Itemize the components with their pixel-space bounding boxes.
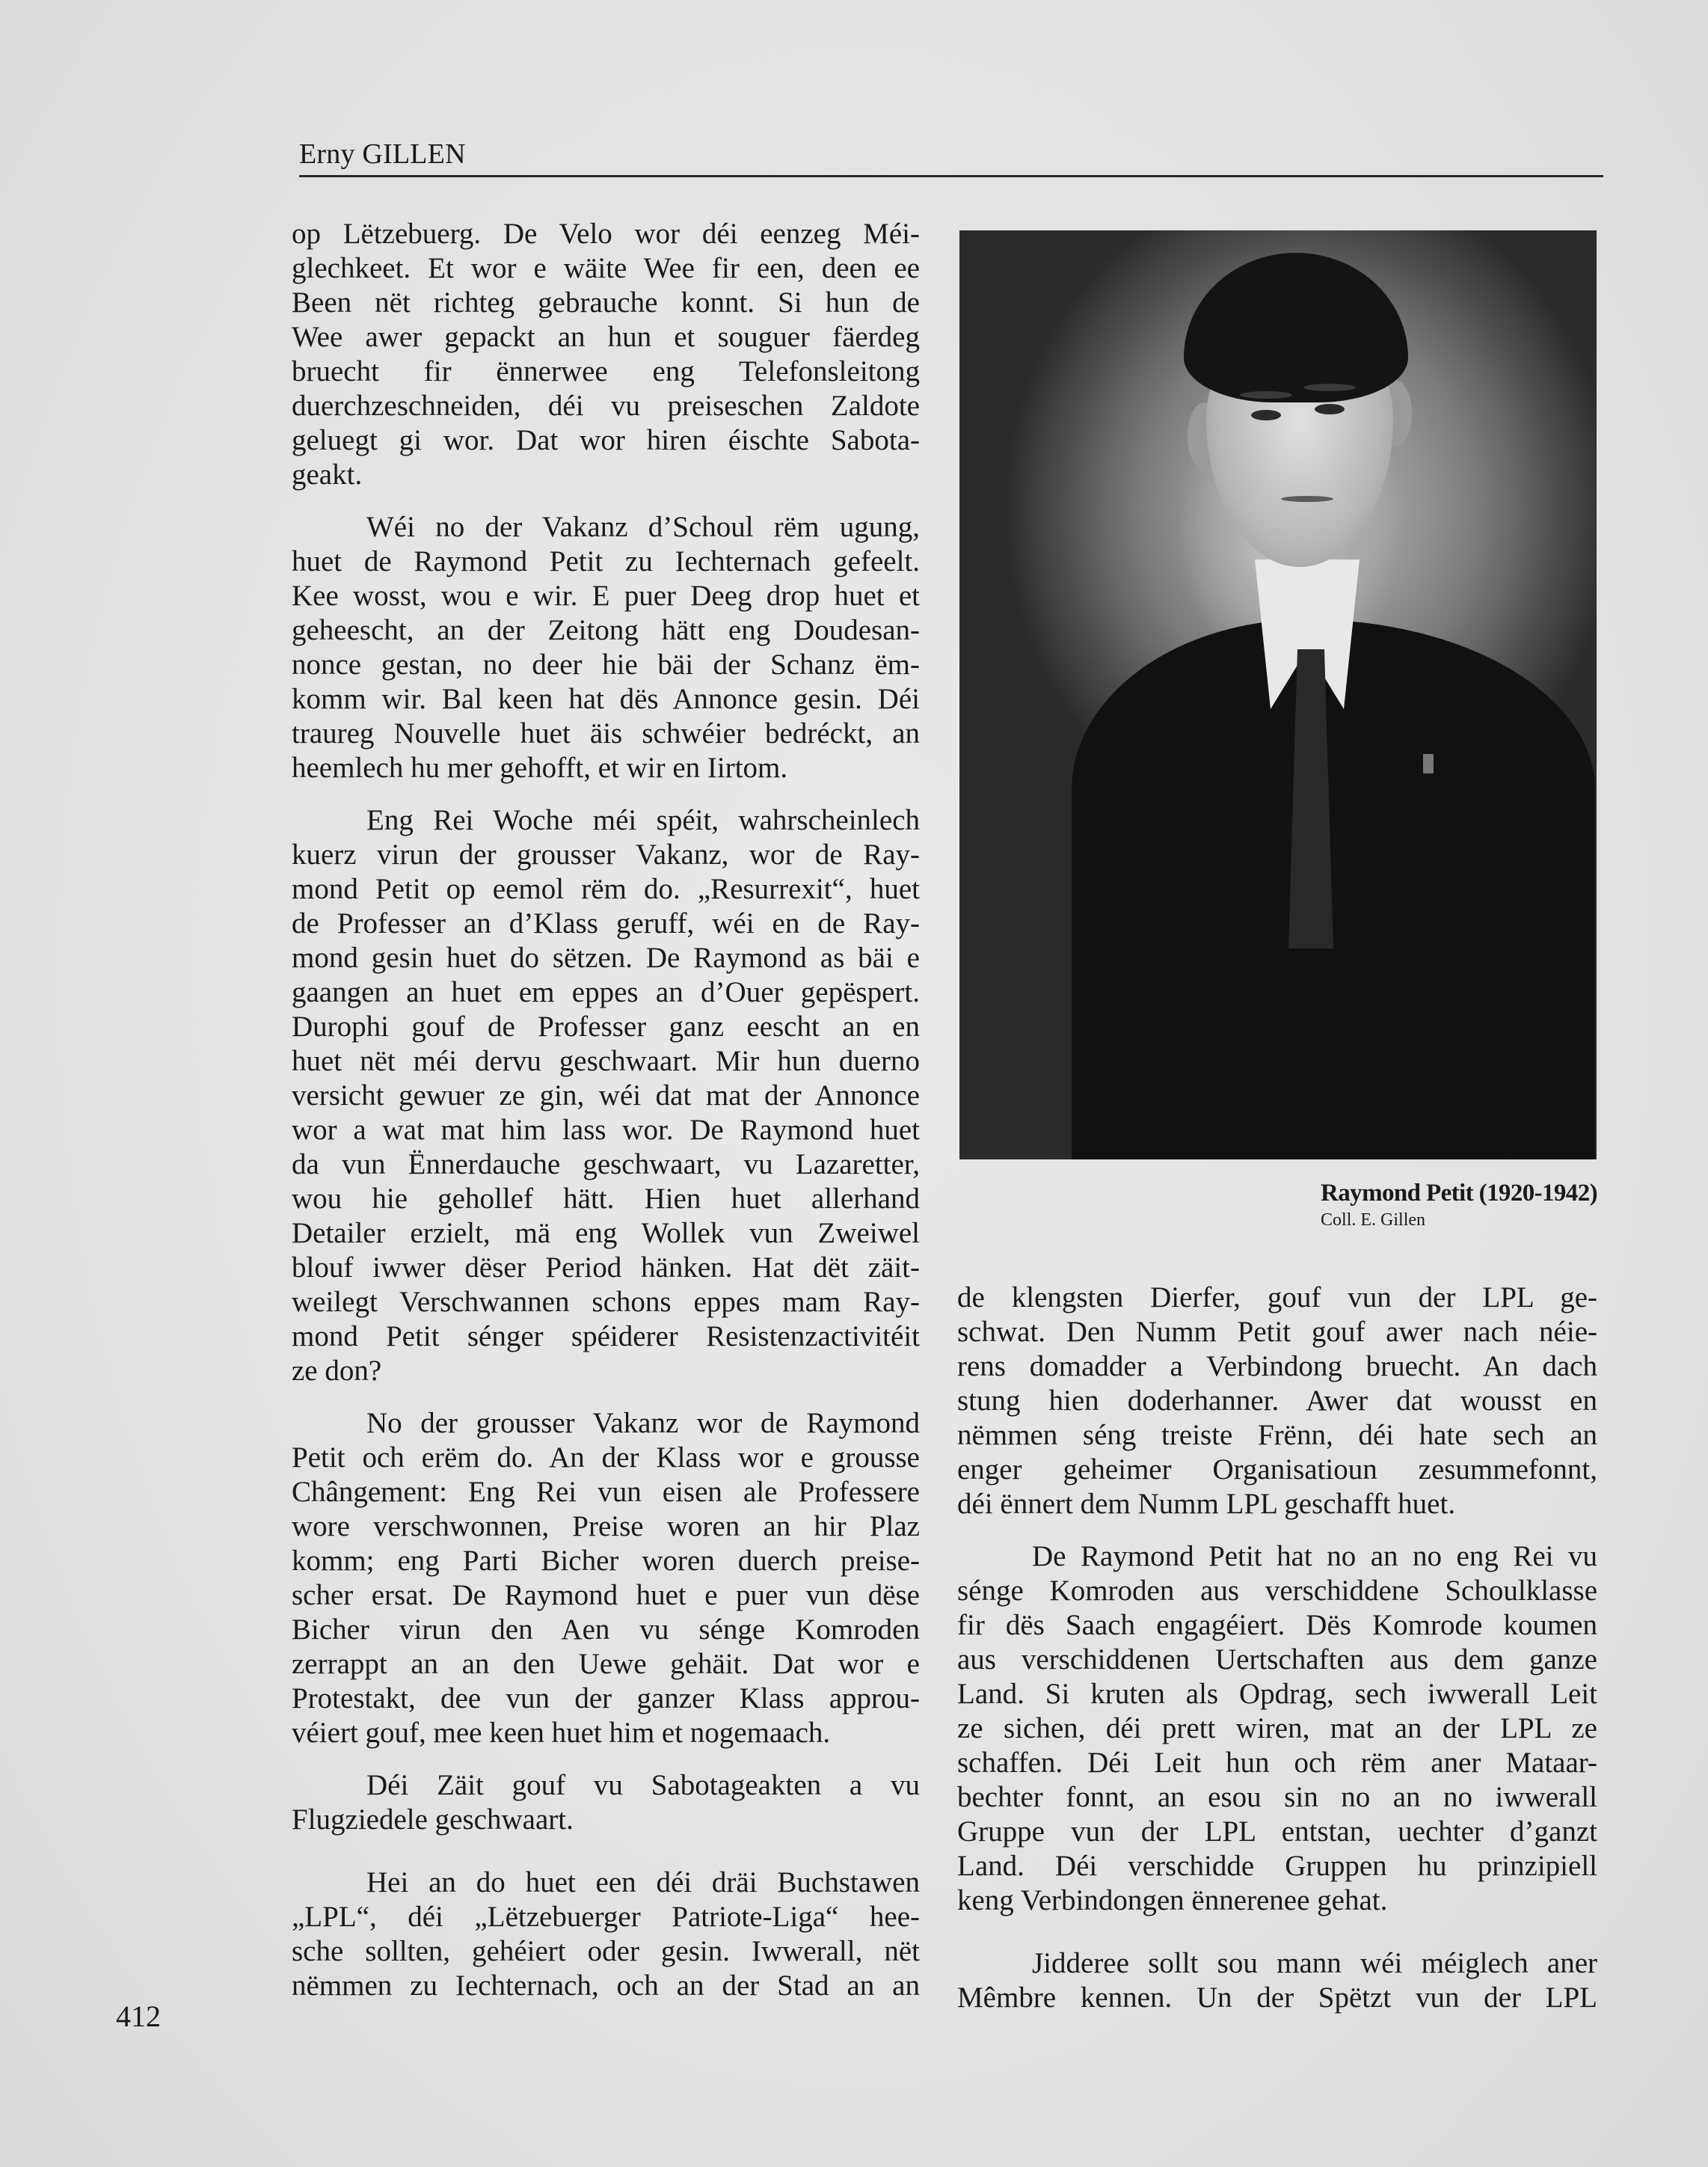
text-line: Eng Rei Woche méi spéit, wahrscheinlech xyxy=(366,804,920,836)
right-column xyxy=(957,1281,1597,2015)
text-line: Kee wosst, wou e wir. E puer Deeg drop huet et xyxy=(292,580,920,612)
text-line: heemlech hu mer gehofft, et wir en Iirtom. xyxy=(292,752,788,784)
text-line: Protestakt, dee vun der ganzer Klass approu- xyxy=(292,1682,920,1714)
text-line: huet nët méi dervu geschwaart. Mir hun duerno xyxy=(292,1045,920,1077)
text-line: ze sichen, déi prett wiren, mat an der LPL ze xyxy=(957,1712,1597,1744)
text-line: mond Petit sénger spéiderer Resistenzactivitéit xyxy=(292,1320,920,1352)
text-line: Jidderee sollt sou mann wéi méiglech aner xyxy=(1032,1947,1597,1979)
text-line: sénge Komroden aus verschiddene Schoulklasse xyxy=(957,1575,1597,1607)
text-line: véiert gouf, mee keen huet him et nogemaach. xyxy=(292,1717,831,1749)
text-line: de Professer an d’Klass geruff, wéi en de Ray- xyxy=(292,907,920,940)
figure-caption xyxy=(1321,1180,1597,1230)
text-line: huet de Raymond Petit zu Iechternach gefeelt. xyxy=(292,545,920,577)
photo-hair-shape xyxy=(1184,253,1408,402)
text-line: No der grousser Vakanz wor de Raymond xyxy=(366,1407,920,1439)
running-head-author: Erny GILLEN xyxy=(299,138,466,170)
text-line: rens domadder a Verbindong bruecht. An dach xyxy=(957,1350,1597,1382)
photo-eye-shape xyxy=(1251,410,1281,420)
text-line: Chângement: Eng Rei vun eisen ale Professere xyxy=(292,1476,920,1508)
text-line: keng Verbindongen ënnerenee gehat. xyxy=(957,1884,1388,1916)
text-line: Mêmbre kennen. Un der Spëtzt vun der LPL xyxy=(957,1981,1597,2014)
text-line: Wee awer gepackt an hun et souguer fäerdeg xyxy=(292,321,920,353)
text-line: schwat. Den Numm Petit gouf awer nach néie- xyxy=(957,1316,1597,1348)
text-line: sche sollten, gehéiert oder gesin. Iwwerall, nët xyxy=(292,1935,920,1967)
text-line: geluegt gi wor. Dat wor hiren éischte Sabota- xyxy=(292,424,920,456)
text-line: bruecht fir ënnerwee eng Telefonsleitong xyxy=(292,355,920,387)
paragraph xyxy=(957,1946,1597,2015)
text-line: Hei an do huet een déi dräi Buchstawen xyxy=(366,1866,920,1898)
text-line: De Raymond Petit hat no an no eng Rei vu xyxy=(1032,1540,1597,1572)
paragraph xyxy=(292,803,920,1388)
text-line: de klengsten Dierfer, gouf vun der LPL ge- xyxy=(957,1281,1597,1314)
text-line: Déi Zäit gouf vu Sabotageakten a vu xyxy=(366,1769,920,1801)
text-line: Detailer erzielt, mä eng Wollek vun Zweiwel xyxy=(292,1217,920,1249)
text-line: op Lëtzebuerg. De Velo wor déi eenzeg Méi- xyxy=(292,218,920,250)
text-line: zerrappt an an den Uewe gehäit. Dat wor e xyxy=(292,1648,920,1680)
text-line: nonce gestan, no deer hie bäi der Schanz ëm- xyxy=(292,649,920,681)
photo-lapel-pin xyxy=(1423,754,1434,773)
header-rule xyxy=(299,175,1603,177)
text-line: nëmmen zu Iechternach, och an der Stad an an xyxy=(292,1970,920,2002)
portrait-photo xyxy=(959,230,1597,1159)
text-line: wore verschwonnen, Preise woren an hir Plaz xyxy=(292,1510,920,1542)
paragraph xyxy=(957,1539,1597,1918)
paragraph xyxy=(292,1768,920,1837)
text-line: geheescht, an der Zeitong hätt eng Doudesan- xyxy=(292,614,920,646)
text-line: Land. Si kruten als Opdrag, sech iwwerall Leit xyxy=(957,1678,1597,1710)
text-line: „LPL“, déi „Lëtzebuerger Patriote-Liga“ hee- xyxy=(292,1901,920,1933)
caption-credit: Coll. E. Gillen xyxy=(1321,1210,1426,1230)
text-line: Petit och erëm do. An der Klass wor e grousse xyxy=(292,1441,920,1474)
text-line: Gruppe vun der LPL entstan, uechter d’ganzt xyxy=(957,1815,1597,1848)
text-line: weilegt Verschwannen schons eppes mam Ray- xyxy=(292,1286,920,1318)
text-line: da vun Ënnerdauche geschwaart, vu Lazaretter, xyxy=(292,1148,920,1180)
text-line: kuerz virun der grousser Vakanz, wor de Ray- xyxy=(292,839,920,871)
text-line: wor a wat mat him lass wor. De Raymond huet xyxy=(292,1114,920,1146)
caption-title: Raymond Petit (1920-1942) xyxy=(1321,1180,1597,1207)
text-line: stung hien doderhanner. Awer dat wousst en xyxy=(957,1385,1597,1417)
text-line: ze don? xyxy=(292,1355,382,1387)
text-line: schaffen. Déi Leit hun och rëm aner Mataar- xyxy=(957,1747,1597,1779)
text-line: Land. Déi verschidde Gruppen hu prinzipiell xyxy=(957,1850,1597,1882)
paragraph xyxy=(957,1281,1597,1521)
photo-brow-shape xyxy=(1303,384,1356,391)
text-line: mond gesin huet do sëtzen. De Raymond as bäi e xyxy=(292,942,920,974)
text-line: mond Petit op eemol rëm do. „Resurrexit“, huet xyxy=(292,873,920,905)
paragraph xyxy=(292,510,920,785)
text-line: blouf iwwer dëser Period hänken. Hat dët zäit- xyxy=(292,1251,920,1284)
text-line: Been nët richteg gebrauche konnt. Si hun de xyxy=(292,286,920,319)
paragraph xyxy=(292,1866,920,2003)
photo-suit-shape xyxy=(1072,619,1595,1159)
text-line: gaangen an huet em eppes an d’Ouer gepëspert. xyxy=(292,976,920,1008)
text-line: Flugziedele geschwaart. xyxy=(292,1803,574,1836)
text-line: bechter fonnt, an esou sin no an no iwwerall xyxy=(957,1781,1597,1813)
text-line: nëmmen séng treiste Frënn, déi hate sech an xyxy=(957,1419,1597,1451)
text-line: duerchzeschneiden, déi vu preiseschen Zaldote xyxy=(292,390,920,422)
text-line: komm wir. Bal keen hat dës Annonce gesin. Déi xyxy=(292,683,920,715)
text-line: scher ersat. De Raymond huet e puer vun dëse xyxy=(292,1579,920,1611)
left-column xyxy=(292,217,920,2003)
page-number: 412 xyxy=(116,1999,161,2033)
text-line: enger geheimer Organisatioun zesummefonnt, xyxy=(957,1453,1597,1486)
text-line: Durophi gouf de Professer ganz eescht an en xyxy=(292,1011,920,1043)
text-line: déi ënnert dem Numm LPL geschafft huet. xyxy=(957,1488,1456,1520)
text-line: geakt. xyxy=(292,459,363,491)
text-line: versicht gewuer ze gin, wéi dat mat der Annonce xyxy=(292,1079,920,1112)
photo-eye-shape xyxy=(1315,404,1345,414)
text-line: Wéi no der Vakanz d’Schoul rëm ugung, xyxy=(366,511,920,543)
text-line: fir dës Saach engagéiert. Dës Komrode koumen xyxy=(957,1609,1597,1641)
paragraph xyxy=(292,217,920,492)
text-line: glechkeet. Et wor e wäite Wee fir een, deen ee xyxy=(292,252,920,284)
photo-mouth-shape xyxy=(1281,496,1333,502)
text-line: wou hie gehollef hätt. Hien huet allerhand xyxy=(292,1183,920,1215)
text-line: komm; eng Parti Bicher woren duerch preise- xyxy=(292,1545,920,1577)
text-line: aus verschiddenen Uertschaften aus dem ganze xyxy=(957,1643,1597,1676)
text-line: Bicher virun den Aen vu sénge Komroden xyxy=(292,1613,920,1646)
photo-brow-shape xyxy=(1240,391,1292,399)
text-line: traureg Nouvelle huet äis schwéier bedréckt, an xyxy=(292,717,920,750)
paragraph xyxy=(292,1406,920,1750)
